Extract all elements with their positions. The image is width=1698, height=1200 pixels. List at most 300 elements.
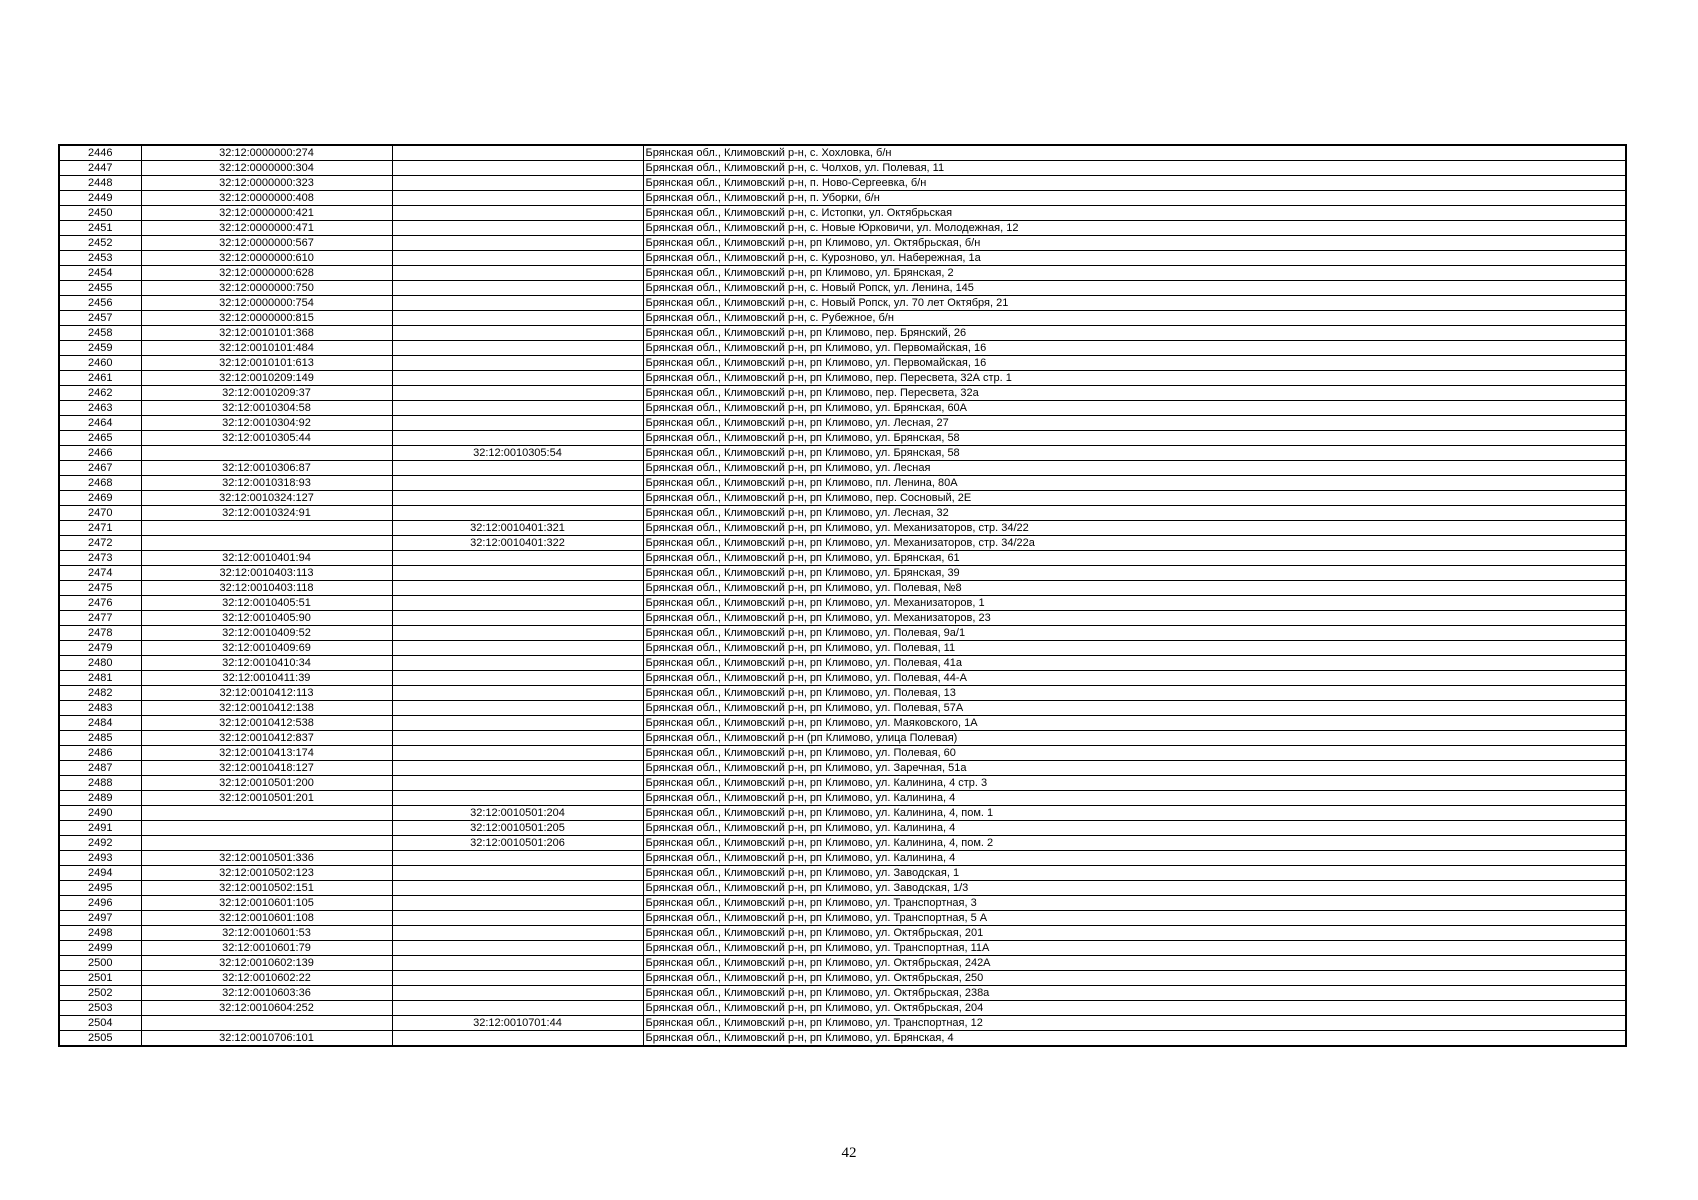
table-row xyxy=(59,596,1626,611)
related-cadastral-number-cell xyxy=(392,641,643,656)
cadastral-number-cell: 32:12:0010209:149 xyxy=(141,371,392,386)
related-cadastral-number-cell xyxy=(392,251,643,266)
row-number-cell: 2505 xyxy=(59,1031,141,1047)
row-number-cell: 2460 xyxy=(59,356,141,371)
related-cadastral-number-cell: 32:12:0010401:322 xyxy=(392,536,643,551)
related-cadastral-number-cell xyxy=(392,656,643,671)
related-cadastral-number-cell xyxy=(392,611,643,626)
row-number-cell: 2470 xyxy=(59,506,141,521)
address-cell: Брянская обл., Климовский р-н, рп Климово, ул. Брянская, 61 xyxy=(643,551,1626,566)
cadastral-number-cell: 32:12:0000000:750 xyxy=(141,281,392,296)
table-row xyxy=(59,776,1626,791)
address-cell: Брянская обл., Климовский р-н, рп Климово, ул. Лесная, 32 xyxy=(643,506,1626,521)
cadastral-number-cell: 32:12:0010602:139 xyxy=(141,956,392,971)
cadastral-number-cell: 32:12:0010706:101 xyxy=(141,1031,392,1047)
table-row xyxy=(59,446,1626,461)
table-row xyxy=(59,401,1626,416)
cadastral-number-cell: 32:12:0010604:252 xyxy=(141,1001,392,1016)
address-cell: Брянская обл., Климовский р-н, рп Климово, ул. Брянская, 4 xyxy=(643,1031,1626,1047)
row-number-cell: 2464 xyxy=(59,416,141,431)
row-number-cell: 2475 xyxy=(59,581,141,596)
address-cell: Брянская обл., Климовский р-н, рп Климово, ул. Механизаторов, стр. 34/22 xyxy=(643,521,1626,536)
row-number-cell: 2478 xyxy=(59,626,141,641)
related-cadastral-number-cell xyxy=(392,506,643,521)
related-cadastral-number-cell xyxy=(392,161,643,176)
address-cell: Брянская обл., Климовский р-н, рп Климово, ул. Брянская, 58 xyxy=(643,431,1626,446)
row-number-cell: 2447 xyxy=(59,161,141,176)
address-cell: Брянская обл., Климовский р-н, с. Новый Ропск, ул. 70 лет Октября, 21 xyxy=(643,296,1626,311)
related-cadastral-number-cell xyxy=(392,911,643,926)
row-number-cell: 2476 xyxy=(59,596,141,611)
table-row xyxy=(59,206,1626,221)
table-row xyxy=(59,566,1626,581)
cadastral-number-cell: 32:12:0010101:484 xyxy=(141,341,392,356)
cadastral-number-cell: 32:12:0000000:567 xyxy=(141,236,392,251)
related-cadastral-number-cell xyxy=(392,341,643,356)
cadastral-number-cell xyxy=(141,836,392,851)
related-cadastral-number-cell xyxy=(392,701,643,716)
related-cadastral-number-cell xyxy=(392,776,643,791)
cadastral-number-cell: 32:12:0000000:274 xyxy=(141,145,392,161)
table-row xyxy=(59,431,1626,446)
row-number-cell: 2490 xyxy=(59,806,141,821)
table-row xyxy=(59,416,1626,431)
row-number-cell: 2446 xyxy=(59,145,141,161)
related-cadastral-number-cell xyxy=(392,416,643,431)
cadastral-number-cell: 32:12:0010305:44 xyxy=(141,431,392,446)
table-row xyxy=(59,656,1626,671)
related-cadastral-number-cell: 32:12:0010701:44 xyxy=(392,1016,643,1031)
related-cadastral-number-cell xyxy=(392,881,643,896)
row-number-cell: 2457 xyxy=(59,311,141,326)
address-cell: Брянская обл., Климовский р-н (рп Климово, улица Полевая) xyxy=(643,731,1626,746)
table-row xyxy=(59,311,1626,326)
address-cell: Брянская обл., Климовский р-н, с. Рубежное, б/н xyxy=(643,311,1626,326)
address-cell: Брянская обл., Климовский р-н, рп Климово, ул. Механизаторов, стр. 34/22а xyxy=(643,536,1626,551)
table-row xyxy=(59,866,1626,881)
cadastral-number-cell: 32:12:0010304:58 xyxy=(141,401,392,416)
table-row xyxy=(59,746,1626,761)
table-row xyxy=(59,641,1626,656)
address-cell: Брянская обл., Климовский р-н, рп Климово, пер. Брянский, 26 xyxy=(643,326,1626,341)
cadastral-number-cell: 32:12:0010403:113 xyxy=(141,566,392,581)
related-cadastral-number-cell xyxy=(392,191,643,206)
table-row xyxy=(59,266,1626,281)
cadastral-number-cell: 32:12:0000000:815 xyxy=(141,311,392,326)
address-cell: Брянская обл., Климовский р-н, рп Климово, ул. Полевая, 44-А xyxy=(643,671,1626,686)
table-row xyxy=(59,176,1626,191)
related-cadastral-number-cell xyxy=(392,581,643,596)
related-cadastral-number-cell xyxy=(392,281,643,296)
table-row xyxy=(59,806,1626,821)
table-row xyxy=(59,761,1626,776)
cadastral-number-cell: 32:12:0010324:91 xyxy=(141,506,392,521)
cadastral-number-cell: 32:12:0000000:323 xyxy=(141,176,392,191)
related-cadastral-number-cell xyxy=(392,926,643,941)
cadastral-number-cell: 32:12:0010502:123 xyxy=(141,866,392,881)
related-cadastral-number-cell xyxy=(392,311,643,326)
row-number-cell: 2471 xyxy=(59,521,141,536)
row-number-cell: 2496 xyxy=(59,896,141,911)
row-number-cell: 2462 xyxy=(59,386,141,401)
address-cell: Брянская обл., Климовский р-н, рп Климово, ул. Механизаторов, 1 xyxy=(643,596,1626,611)
related-cadastral-number-cell xyxy=(392,296,643,311)
address-cell: Брянская обл., Климовский р-н, рп Климово, ул. Брянская, 58 xyxy=(643,446,1626,461)
related-cadastral-number-cell xyxy=(392,1031,643,1047)
related-cadastral-number-cell: 32:12:0010401:321 xyxy=(392,521,643,536)
related-cadastral-number-cell xyxy=(392,221,643,236)
related-cadastral-number-cell xyxy=(392,986,643,1001)
related-cadastral-number-cell xyxy=(392,746,643,761)
row-number-cell: 2492 xyxy=(59,836,141,851)
related-cadastral-number-cell xyxy=(392,236,643,251)
related-cadastral-number-cell xyxy=(392,761,643,776)
table-row xyxy=(59,926,1626,941)
address-cell: Брянская обл., Климовский р-н, рп Климово, ул. Транспортная, 11А xyxy=(643,941,1626,956)
cadastral-number-cell: 32:12:0010405:51 xyxy=(141,596,392,611)
table-row xyxy=(59,551,1626,566)
row-number-cell: 2497 xyxy=(59,911,141,926)
address-cell: Брянская обл., Климовский р-н, рп Климово, пер. Пересвета, 32А стр. 1 xyxy=(643,371,1626,386)
cadastral-number-cell xyxy=(141,536,392,551)
row-number-cell: 2502 xyxy=(59,986,141,1001)
row-number-cell: 2482 xyxy=(59,686,141,701)
address-cell: Брянская обл., Климовский р-н, рп Климово, ул. Полевая, 13 xyxy=(643,686,1626,701)
related-cadastral-number-cell xyxy=(392,206,643,221)
related-cadastral-number-cell xyxy=(392,626,643,641)
address-cell: Брянская обл., Климовский р-н, рп Климово, ул. Лесная, 27 xyxy=(643,416,1626,431)
table-row xyxy=(59,626,1626,641)
address-cell: Брянская обл., Климовский р-н, рп Климово, пер. Пересвета, 32а xyxy=(643,386,1626,401)
address-cell: Брянская обл., Климовский р-н, п. Ново-Сергеевка, б/н xyxy=(643,176,1626,191)
table-row xyxy=(59,971,1626,986)
address-cell: Брянская обл., Климовский р-н, рп Климово, ул. Полевая, 11 xyxy=(643,641,1626,656)
address-cell: Брянская обл., Климовский р-н, рп Климово, ул. Октябрьская, 242А xyxy=(643,956,1626,971)
row-number-cell: 2483 xyxy=(59,701,141,716)
cadastral-number-cell: 32:12:0010501:336 xyxy=(141,851,392,866)
cadastral-number-cell: 32:12:0010601:53 xyxy=(141,926,392,941)
row-number-cell: 2467 xyxy=(59,461,141,476)
table-row xyxy=(59,356,1626,371)
row-number-cell: 2454 xyxy=(59,266,141,281)
table-row xyxy=(59,701,1626,716)
cadastral-number-cell xyxy=(141,806,392,821)
cadastral-number-cell: 32:12:0010401:94 xyxy=(141,551,392,566)
related-cadastral-number-cell xyxy=(392,851,643,866)
address-cell: Брянская обл., Климовский р-н, с. Истопки, ул. Октябрьская xyxy=(643,206,1626,221)
address-cell: Брянская обл., Климовский р-н, рп Климово, ул. Октябрьская, 250 xyxy=(643,971,1626,986)
table-row xyxy=(59,281,1626,296)
address-cell: Брянская обл., Климовский р-н, рп Климово, ул. Полевая, №8 xyxy=(643,581,1626,596)
address-cell: Брянская обл., Климовский р-н, рп Климово, ул. Калинина, 4 xyxy=(643,851,1626,866)
cadastral-number-cell: 32:12:0010501:200 xyxy=(141,776,392,791)
row-number-cell: 2484 xyxy=(59,716,141,731)
row-number-cell: 2455 xyxy=(59,281,141,296)
address-cell: Брянская обл., Климовский р-н, рп Климово, ул. Лесная xyxy=(643,461,1626,476)
table-row xyxy=(59,671,1626,686)
table-row xyxy=(59,145,1626,161)
table-row xyxy=(59,896,1626,911)
related-cadastral-number-cell xyxy=(392,686,643,701)
address-cell: Брянская обл., Климовский р-н, рп Климово, ул. Полевая, 9а/1 xyxy=(643,626,1626,641)
table-row xyxy=(59,941,1626,956)
address-cell: Брянская обл., Климовский р-н, с. Чолхов, ул. Полевая, 11 xyxy=(643,161,1626,176)
related-cadastral-number-cell xyxy=(392,266,643,281)
row-number-cell: 2461 xyxy=(59,371,141,386)
cadastral-number-cell: 32:12:0010318:93 xyxy=(141,476,392,491)
row-number-cell: 2500 xyxy=(59,956,141,971)
table-row xyxy=(59,686,1626,701)
cadastral-number-cell: 32:12:0010324:127 xyxy=(141,491,392,506)
cadastral-number-cell: 32:12:0010412:837 xyxy=(141,731,392,746)
address-cell: Брянская обл., Климовский р-н, рп Климово, ул. Транспортная, 3 xyxy=(643,896,1626,911)
table-row xyxy=(59,476,1626,491)
row-number-cell: 2459 xyxy=(59,341,141,356)
address-cell: Брянская обл., Климовский р-н, с. Курозново, ул. Набережная, 1а xyxy=(643,251,1626,266)
page-number: 42 xyxy=(841,1145,857,1161)
row-number-cell: 2501 xyxy=(59,971,141,986)
related-cadastral-number-cell xyxy=(392,326,643,341)
address-cell: Брянская обл., Климовский р-н, п. Уборки, б/н xyxy=(643,191,1626,206)
table-row xyxy=(59,581,1626,596)
cadastral-number-cell: 32:12:0010412:538 xyxy=(141,716,392,731)
related-cadastral-number-cell: 32:12:0010501:205 xyxy=(392,821,643,836)
row-number-cell: 2488 xyxy=(59,776,141,791)
row-number-cell: 2485 xyxy=(59,731,141,746)
related-cadastral-number-cell xyxy=(392,145,643,161)
table-row xyxy=(59,716,1626,731)
table-row xyxy=(59,221,1626,236)
table-row xyxy=(59,386,1626,401)
table-row xyxy=(59,506,1626,521)
address-cell: Брянская обл., Климовский р-н, рп Климово, ул. Калинина, 4 xyxy=(643,791,1626,806)
row-number-cell: 2473 xyxy=(59,551,141,566)
table-row xyxy=(59,836,1626,851)
table-row xyxy=(59,611,1626,626)
row-number-cell: 2480 xyxy=(59,656,141,671)
table-row xyxy=(59,236,1626,251)
row-number-cell: 2452 xyxy=(59,236,141,251)
cadastral-number-cell: 32:12:0000000:754 xyxy=(141,296,392,311)
row-number-cell: 2465 xyxy=(59,431,141,446)
address-cell: Брянская обл., Климовский р-н, рп Климово, ул. Заводская, 1 xyxy=(643,866,1626,881)
row-number-cell: 2481 xyxy=(59,671,141,686)
address-cell: Брянская обл., Климовский р-н, рп Климово, ул. Первомайская, 16 xyxy=(643,341,1626,356)
address-cell: Брянская обл., Климовский р-н, рп Климово, ул. Полевая, 41а xyxy=(643,656,1626,671)
table-row xyxy=(59,536,1626,551)
cadastral-number-cell: 32:12:0010603:36 xyxy=(141,986,392,1001)
row-number-cell: 2466 xyxy=(59,446,141,461)
cadastral-number-cell: 32:12:0010306:87 xyxy=(141,461,392,476)
table-row xyxy=(59,341,1626,356)
row-number-cell: 2479 xyxy=(59,641,141,656)
row-number-cell: 2453 xyxy=(59,251,141,266)
row-number-cell: 2503 xyxy=(59,1001,141,1016)
related-cadastral-number-cell xyxy=(392,956,643,971)
address-cell: Брянская обл., Климовский р-н, рп Климово, ул. Транспортная, 5 А xyxy=(643,911,1626,926)
cadastral-number-cell: 32:12:0010502:151 xyxy=(141,881,392,896)
related-cadastral-number-cell xyxy=(392,356,643,371)
cadastral-number-cell: 32:12:0010411:39 xyxy=(141,671,392,686)
cadastral-number-cell: 32:12:0010410:34 xyxy=(141,656,392,671)
cadastral-number-cell: 32:12:0000000:628 xyxy=(141,266,392,281)
cadastral-number-cell: 32:12:0010209:37 xyxy=(141,386,392,401)
registry-table-body xyxy=(59,145,1626,1046)
row-number-cell: 2493 xyxy=(59,851,141,866)
cadastral-number-cell: 32:12:0000000:408 xyxy=(141,191,392,206)
cadastral-number-cell xyxy=(141,1016,392,1031)
cadastral-number-cell xyxy=(141,446,392,461)
related-cadastral-number-cell: 32:12:0010305:54 xyxy=(392,446,643,461)
related-cadastral-number-cell xyxy=(392,716,643,731)
cadastral-number-cell: 32:12:0010601:105 xyxy=(141,896,392,911)
cadastral-number-cell: 32:12:0010418:127 xyxy=(141,761,392,776)
cadastral-number-cell: 32:12:0000000:304 xyxy=(141,161,392,176)
address-cell: Брянская обл., Климовский р-н, рп Климово, ул. Заречная, 51а xyxy=(643,761,1626,776)
related-cadastral-number-cell xyxy=(392,476,643,491)
address-cell: Брянская обл., Климовский р-н, с. Новые Юрковичи, ул. Молодежная, 12 xyxy=(643,221,1626,236)
row-number-cell: 2450 xyxy=(59,206,141,221)
cadastral-number-cell: 32:12:0010405:90 xyxy=(141,611,392,626)
table-row xyxy=(59,851,1626,866)
related-cadastral-number-cell xyxy=(392,371,643,386)
table-row xyxy=(59,1031,1626,1047)
cadastral-number-cell: 32:12:0010601:79 xyxy=(141,941,392,956)
address-cell: Брянская обл., Климовский р-н, рп Климово, ул. Октябрьская, 201 xyxy=(643,926,1626,941)
related-cadastral-number-cell xyxy=(392,386,643,401)
address-cell: Брянская обл., Климовский р-н, с. Хохловка, б/н xyxy=(643,145,1626,161)
table-row xyxy=(59,191,1626,206)
row-number-cell: 2468 xyxy=(59,476,141,491)
row-number-cell: 2451 xyxy=(59,221,141,236)
cadastral-number-cell: 32:12:0010602:22 xyxy=(141,971,392,986)
address-cell: Брянская обл., Климовский р-н, с. Новый Ропск, ул. Ленина, 145 xyxy=(643,281,1626,296)
row-number-cell: 2474 xyxy=(59,566,141,581)
registry-table xyxy=(58,144,1627,1047)
cadastral-number-cell: 32:12:0010304:92 xyxy=(141,416,392,431)
table-row xyxy=(59,251,1626,266)
address-cell: Брянская обл., Климовский р-н, рп Климово, ул. Октябрьская, 238а xyxy=(643,986,1626,1001)
cadastral-number-cell: 32:12:0010101:613 xyxy=(141,356,392,371)
related-cadastral-number-cell xyxy=(392,896,643,911)
address-cell: Брянская обл., Климовский р-н, рп Климово, пл. Ленина, 80А xyxy=(643,476,1626,491)
address-cell: Брянская обл., Климовский р-н, рп Климово, ул. Брянская, 60А xyxy=(643,401,1626,416)
related-cadastral-number-cell: 32:12:0010501:206 xyxy=(392,836,643,851)
row-number-cell: 2495 xyxy=(59,881,141,896)
cadastral-number-cell: 32:12:0010409:52 xyxy=(141,626,392,641)
row-number-cell: 2458 xyxy=(59,326,141,341)
related-cadastral-number-cell xyxy=(392,176,643,191)
cadastral-number-cell: 32:12:0010601:108 xyxy=(141,911,392,926)
table-row xyxy=(59,791,1626,806)
table-row xyxy=(59,521,1626,536)
table-row xyxy=(59,911,1626,926)
related-cadastral-number-cell xyxy=(392,431,643,446)
related-cadastral-number-cell xyxy=(392,731,643,746)
table-row xyxy=(59,326,1626,341)
related-cadastral-number-cell xyxy=(392,566,643,581)
address-cell: Брянская обл., Климовский р-н, рп Климово, ул. Заводская, 1/3 xyxy=(643,881,1626,896)
address-cell: Брянская обл., Климовский р-н, рп Климово, ул. Брянская, 2 xyxy=(643,266,1626,281)
related-cadastral-number-cell xyxy=(392,596,643,611)
address-cell: Брянская обл., Климовский р-н, рп Климово, ул. Транспортная, 12 xyxy=(643,1016,1626,1031)
address-cell: Брянская обл., Климовский р-н, рп Климово, ул. Калинина, 4, пом. 1 xyxy=(643,806,1626,821)
address-cell: Брянская обл., Климовский р-н, рп Климово, ул. Механизаторов, 23 xyxy=(643,611,1626,626)
cadastral-number-cell: 32:12:0010501:201 xyxy=(141,791,392,806)
table-row xyxy=(59,371,1626,386)
address-cell: Брянская обл., Климовский р-н, рп Климово, ул. Октябрьская, б/н xyxy=(643,236,1626,251)
related-cadastral-number-cell xyxy=(392,461,643,476)
cadastral-number-cell xyxy=(141,821,392,836)
table-row xyxy=(59,1001,1626,1016)
related-cadastral-number-cell xyxy=(392,1001,643,1016)
cadastral-number-cell: 32:12:0000000:610 xyxy=(141,251,392,266)
table-row xyxy=(59,731,1626,746)
related-cadastral-number-cell xyxy=(392,866,643,881)
row-number-cell: 2499 xyxy=(59,941,141,956)
row-number-cell: 2489 xyxy=(59,791,141,806)
row-number-cell: 2448 xyxy=(59,176,141,191)
cadastral-number-cell: 32:12:0000000:471 xyxy=(141,221,392,236)
address-cell: Брянская обл., Климовский р-н, рп Климово, ул. Полевая, 60 xyxy=(643,746,1626,761)
table-row xyxy=(59,821,1626,836)
address-cell: Брянская обл., Климовский р-н, рп Климово, ул. Калинина, 4, пом. 2 xyxy=(643,836,1626,851)
row-number-cell: 2494 xyxy=(59,866,141,881)
cadastral-number-cell xyxy=(141,521,392,536)
row-number-cell: 2463 xyxy=(59,401,141,416)
address-cell: Брянская обл., Климовский р-н, рп Климово, ул. Октябрьская, 204 xyxy=(643,1001,1626,1016)
row-number-cell: 2491 xyxy=(59,821,141,836)
row-number-cell: 2486 xyxy=(59,746,141,761)
related-cadastral-number-cell: 32:12:0010501:204 xyxy=(392,806,643,821)
table-row xyxy=(59,881,1626,896)
table-row xyxy=(59,461,1626,476)
related-cadastral-number-cell xyxy=(392,941,643,956)
row-number-cell: 2487 xyxy=(59,761,141,776)
row-number-cell: 2504 xyxy=(59,1016,141,1031)
address-cell: Брянская обл., Климовский р-н, рп Климово, ул. Маяковского, 1А xyxy=(643,716,1626,731)
table-row xyxy=(59,986,1626,1001)
address-cell: Брянская обл., Климовский р-н, рп Климово, ул. Брянская, 39 xyxy=(643,566,1626,581)
cadastral-number-cell: 32:12:0010409:69 xyxy=(141,641,392,656)
cadastral-number-cell: 32:12:0010413:174 xyxy=(141,746,392,761)
related-cadastral-number-cell xyxy=(392,791,643,806)
related-cadastral-number-cell xyxy=(392,491,643,506)
address-cell: Брянская обл., Климовский р-н, рп Климово, пер. Сосновый, 2Е xyxy=(643,491,1626,506)
address-cell: Брянская обл., Климовский р-н, рп Климово, ул. Калинина, 4 стр. 3 xyxy=(643,776,1626,791)
cadastral-number-cell: 32:12:0010412:138 xyxy=(141,701,392,716)
cadastral-number-cell: 32:12:0010403:118 xyxy=(141,581,392,596)
cadastral-number-cell: 32:12:0010412:113 xyxy=(141,686,392,701)
cadastral-number-cell: 32:12:0010101:368 xyxy=(141,326,392,341)
related-cadastral-number-cell xyxy=(392,671,643,686)
related-cadastral-number-cell xyxy=(392,971,643,986)
cadastral-number-cell: 32:12:0000000:421 xyxy=(141,206,392,221)
table-row xyxy=(59,956,1626,971)
row-number-cell: 2469 xyxy=(59,491,141,506)
row-number-cell: 2449 xyxy=(59,191,141,206)
address-cell: Брянская обл., Климовский р-н, рп Климово, ул. Первомайская, 16 xyxy=(643,356,1626,371)
row-number-cell: 2477 xyxy=(59,611,141,626)
table-row xyxy=(59,1016,1626,1031)
address-cell: Брянская обл., Климовский р-н, рп Климово, ул. Калинина, 4 xyxy=(643,821,1626,836)
address-cell: Брянская обл., Климовский р-н, рп Климово, ул. Полевая, 57А xyxy=(643,701,1626,716)
row-number-cell: 2498 xyxy=(59,926,141,941)
table-row xyxy=(59,296,1626,311)
table-row xyxy=(59,491,1626,506)
row-number-cell: 2472 xyxy=(59,536,141,551)
row-number-cell: 2456 xyxy=(59,296,141,311)
